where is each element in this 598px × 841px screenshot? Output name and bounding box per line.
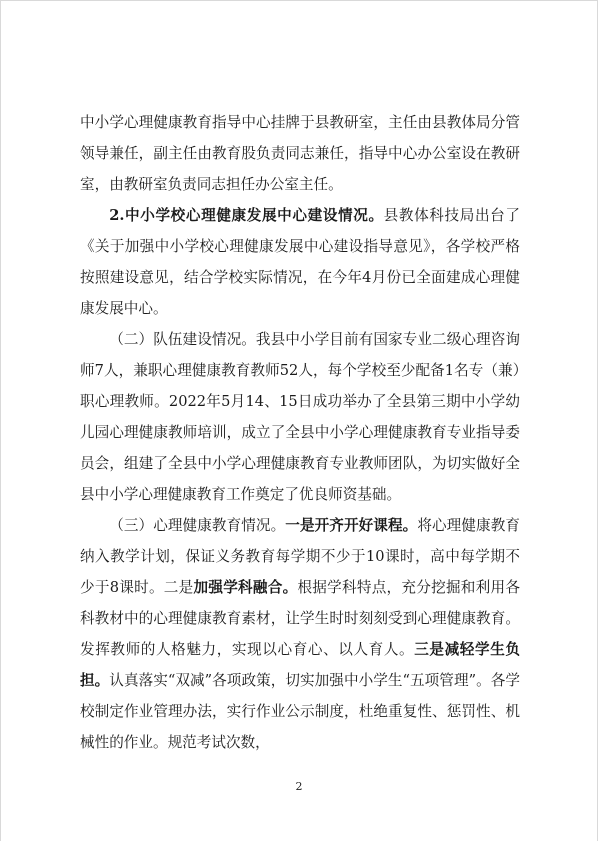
text-run: 县教体科技局出台了《关于加强中小学校心理健康发展中心建设指导意见》，各学校严格按照建设意见，结合学校实际情况，在今年4月份已全面建成心理健康发展中心。 <box>80 207 520 317</box>
emphasis-text: 三是减轻学生负担。 <box>80 641 520 689</box>
text-run: 根据学科特点，充分挖掘和利用各科教材中的心理健康教育素材，让学生时时刻刻受到心理健康教育。发挥教师的人格魅力，实现以心育心、以人育人。 <box>80 579 520 658</box>
paragraph-4 <box>80 510 520 758</box>
page-top-border <box>0 0 598 1</box>
text-run: 中小学心理健康教育指导中心挂牌于县教研室，主任由县教体局分管领导兼任，副主任由教育股负责同志兼任，指导中心办公室设在教研室，由教研室负责同志担任办公室主任。 <box>80 114 520 193</box>
text-run: 认真落实“双减”各项政策，切实加强中小学生“五项管理”。各学校制定作业管理办法，实行作业公示制度，杜绝重复性、惩罚性、机械性的作业。规范考试次数， <box>80 672 520 751</box>
page-number: 2 <box>295 780 303 793</box>
emphasis-text: 加强学科融合。 <box>193 579 298 596</box>
body-text <box>80 107 520 758</box>
paragraph-2 <box>80 200 520 324</box>
text-run: （三）心理健康教育情况。 <box>109 517 286 534</box>
text-run: 二是 <box>163 579 194 596</box>
page-left-border <box>0 0 1 841</box>
emphasis-text: 一是开齐开好课程。 <box>285 517 418 534</box>
paragraph-3 <box>80 324 520 510</box>
section-heading: 2.中小学校心理健康发展中心建设情况。 <box>109 207 384 224</box>
paragraph-1 <box>80 107 520 200</box>
text-run: （二）队伍建设情况。我县中小学目前有国家专业二级心理咨询师7人，兼职心理健康教育教师52人，每个学校至少配备1名专（兼）职心理教师。2022年5月14、15日成功举办了全县第三期中小学幼儿园心理健康教师培训，成立了全县中小学心理健康教育专业指导委员会，组建了全县中小学心理健康教育专业教师团队，为切实做好全县中小学心理健康教育工作奠定了优良师资基础。 <box>80 331 520 503</box>
text-run: 将心理健康教育纳入教学计划，保证义务教育每学期不少于10课时，高中每学期不少于8课时。 <box>80 517 520 596</box>
